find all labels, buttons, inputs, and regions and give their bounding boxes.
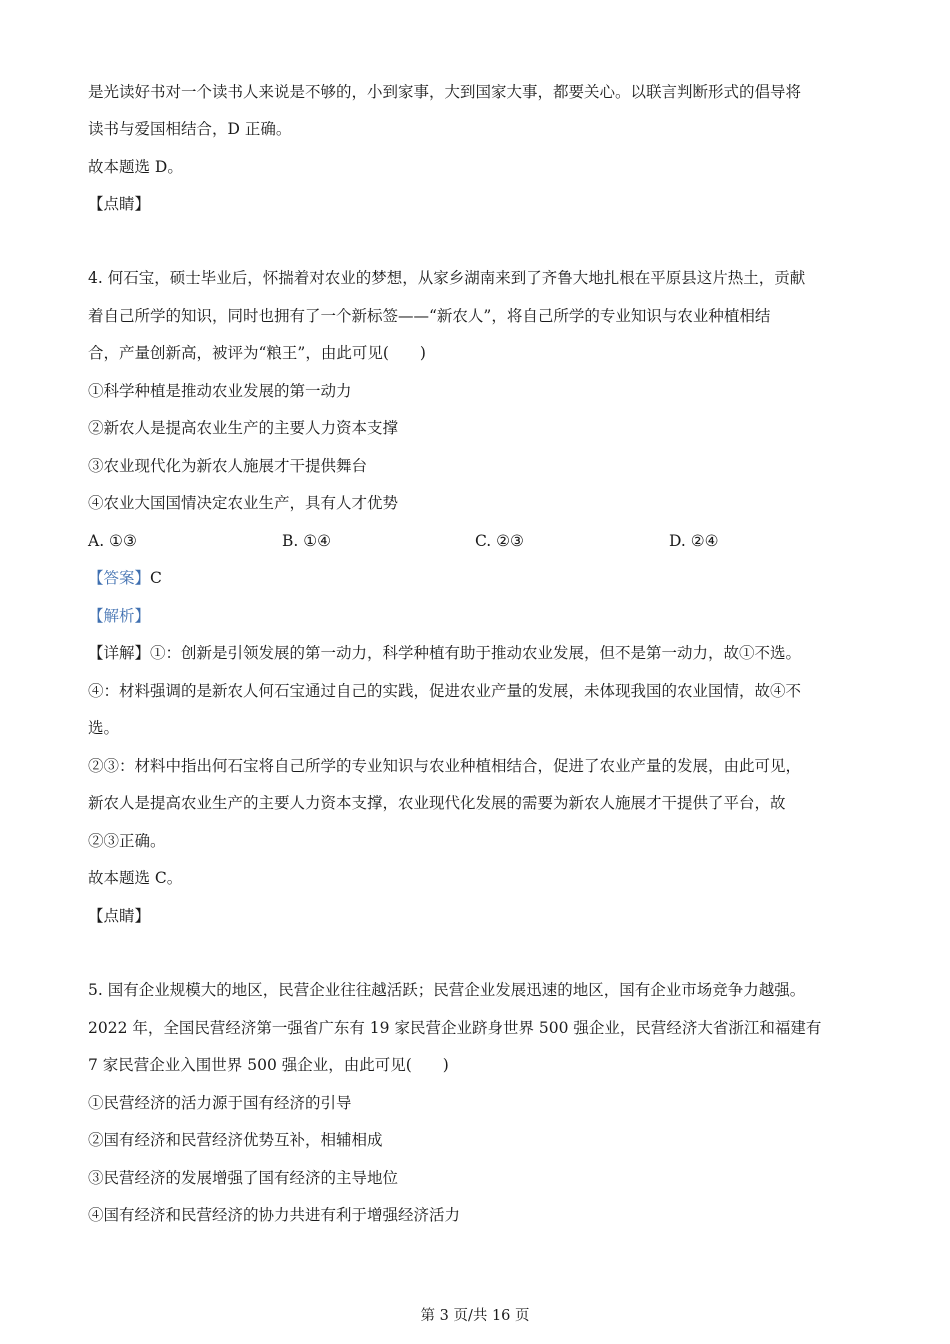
detail-line: ②③：材料中指出何石宝将自己所学的专业知识与农业种植相结合，促进了农业产量的发展，由此可见， [88, 757, 802, 775]
detail-line: 选。 [88, 719, 120, 737]
option-c[interactable]: C. ②③ [475, 532, 524, 550]
q5-item: ③民营经济的发展增强了国有经济的主导地位 [88, 1169, 399, 1187]
point-label: 【点睛】 [88, 195, 151, 213]
analysis-label: 【解析】 [88, 607, 151, 625]
answer-label: 【答案】 [88, 569, 151, 587]
option-b[interactable]: B. ①④ [282, 532, 332, 550]
answer-line [88, 568, 870, 588]
q5-item: ①民营经济的活力源于国有经济的引导 [88, 1094, 352, 1112]
detail-line: ④：材料强调的是新农人何石宝通过自己的实践，促进农业产量的发展，未体现我国的农业国情，故④不 [88, 682, 802, 700]
page-footer: 第 3 页/共 16 页 [420, 1308, 530, 1324]
point-label: 【点睛】 [88, 907, 151, 925]
q4-stem-line: 4. 何石宝，硕士毕业后，怀揣着对农业的梦想，从家乡湖南来到了齐鲁大地扎根在平原县这片热土，贡献 [88, 269, 806, 287]
detail-line: ②③正确。 [88, 832, 166, 850]
option-d[interactable]: D. ②④ [669, 532, 719, 550]
detail-line: 故本题选 C。 [88, 869, 183, 887]
q5-stem-line: 7 家民营企业入围世界 500 强企业，由此可见( ) [88, 1056, 449, 1074]
q4-item: ④农业大国国情决定农业生产，具有人才优势 [88, 494, 399, 512]
q5-stem-line: 5. 国有企业规模大的地区，民营企业往往越活跃；民营企业发展迅速的地区，国有企业市场竞争力越强。 [88, 981, 806, 999]
q4-item: ①科学种植是推动农业发展的第一动力 [88, 382, 352, 400]
q4-stem-line: 合，产量创新高，被评为“粮王”，由此可见( ) [88, 344, 426, 362]
q5-stem-line: 2022 年，全国民营经济第一强省广东有 19 家民营企业跻身世界 500 强企业，民营经济大省浙江和福建有 [88, 1019, 822, 1037]
text-line: 是光读好书对一个读书人来说是不够的，小到家事，大到国家大事，都要关心。以联言判断形式的倡导将 [88, 83, 802, 101]
q4-stem-line: 着自己所学的知识，同时也拥有了一个新标签——“新农人”，将自己所学的专业知识与农业种植相结 [88, 307, 771, 325]
text-line: 读书与爱国相结合，D 正确。 [88, 120, 292, 138]
detail-label: 【详解】 [88, 644, 151, 662]
text-line: 故本题选 D。 [88, 158, 183, 176]
detail-line: 新农人是提高农业生产的主要人力资本支撑，农业现代化发展的需要为新农人施展才干提供了平台，故 [88, 794, 786, 812]
q4-item: ②新农人是提高农业生产的主要人力资本支撑 [88, 419, 399, 437]
detail-text: ①：创新是引领发展的第一动力，科学种植有助于推动农业发展，但不是第一动力，故①不选。 [150, 644, 802, 662]
option-a[interactable]: A. ①③ [88, 532, 137, 550]
q5-item: ②国有经济和民营经济优势互补，相辅相成 [88, 1131, 383, 1149]
q5-item: ④国有经济和民营经济的协力共进有利于增强经济活力 [88, 1206, 461, 1224]
answer-value: C [150, 569, 162, 587]
detail-line [88, 643, 870, 663]
q4-item: ③农业现代化为新农人施展才干提供舞台 [88, 457, 368, 475]
